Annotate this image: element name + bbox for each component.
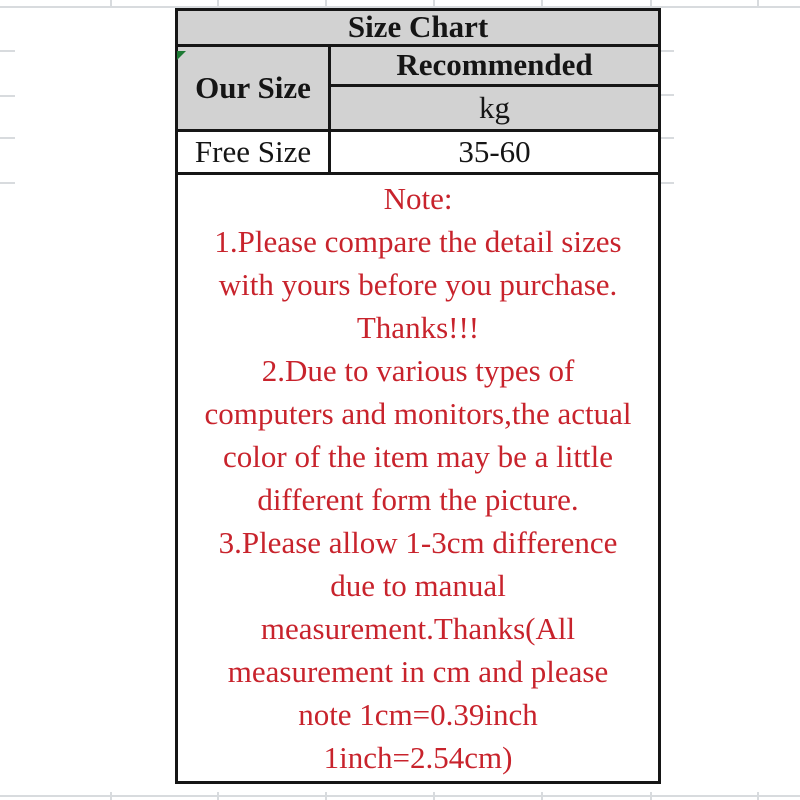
our-size-header: Our Size	[177, 46, 330, 131]
note-line-12: note 1cm=0.39inch	[298, 697, 538, 732]
note-line-3: Thanks!!!	[356, 310, 480, 345]
gridline-col-tick	[757, 792, 759, 800]
note-section	[177, 174, 660, 783]
size-name-cell: Free Size	[177, 131, 330, 174]
note-line-2: with yours before you purchase.	[218, 267, 618, 302]
gridline-col-tick	[433, 792, 435, 800]
gridline-col-tick	[650, 792, 652, 800]
gridline-col-tick	[325, 792, 327, 800]
gridline-col-tick	[757, 0, 759, 8]
note-line-1: 1.Please compare the detail sizes	[214, 224, 622, 259]
recommended-header: Recommended	[330, 46, 660, 86]
size-chart-title: Size Chart	[177, 10, 660, 46]
note-line-6: color of the item may be a little	[223, 439, 613, 474]
gridline-col-tick	[110, 0, 112, 8]
gridline-row-tick	[0, 50, 15, 52]
gridline-row-tick	[0, 95, 15, 97]
gridline-col-tick	[217, 792, 219, 800]
note-line-13: 1inch=2.54cm)	[323, 740, 513, 775]
gridline-row-bottom	[0, 795, 800, 797]
note-line-8: 3.Please allow 1-3cm difference	[218, 525, 618, 560]
gridline-col-tick	[325, 0, 327, 8]
note-line-11: measurement in cm and please	[227, 654, 609, 689]
gridline-col-tick	[541, 0, 543, 8]
note-heading: Note:	[383, 181, 453, 216]
gridline-row-tick	[0, 137, 15, 139]
gridline-col-tick	[217, 0, 219, 8]
note-text-block	[182, 177, 654, 779]
cell-comment-triangle-icon	[177, 51, 186, 60]
gridline-col-tick	[433, 0, 435, 8]
unit-kg-cell: kg	[330, 86, 660, 131]
size-chart-table	[175, 8, 661, 784]
note-line-9: due to manual	[330, 568, 506, 603]
weight-range-cell: 35-60	[330, 131, 660, 174]
note-line-10: measurement.Thanks(All	[260, 611, 576, 646]
note-line-4: 2.Due to various types of	[261, 353, 575, 388]
note-line-5: computers and monitors,the actual	[204, 396, 632, 431]
gridline-col-tick	[541, 792, 543, 800]
note-line-7: different form the picture.	[257, 482, 579, 517]
gridline-col-tick	[650, 0, 652, 8]
gridline-col-tick	[110, 792, 112, 800]
gridline-row-tick	[0, 182, 15, 184]
